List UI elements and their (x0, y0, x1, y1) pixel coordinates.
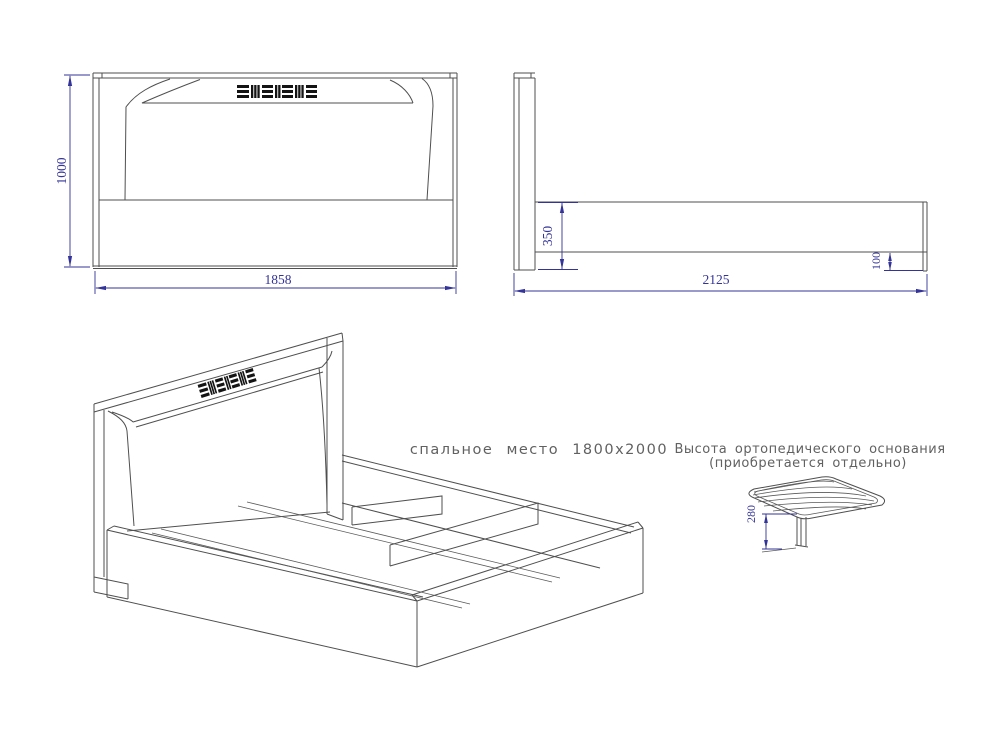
ortho-base-caption-line1: Высота ортопедического основания (674, 442, 946, 457)
front-dim-height (54, 75, 90, 267)
front-dim-width (95, 271, 456, 294)
side-dim-2125 (514, 272, 927, 296)
side-dim-2125-label: 2125 (702, 272, 730, 287)
base-dim-280-label: 280 (744, 505, 758, 523)
base-dim-280 (744, 505, 797, 549)
side-dim-350-label: 350 (540, 225, 555, 247)
iso-view-label: спальное место 1800x2000 (409, 442, 669, 458)
front-dim-height-label: 1000 (54, 157, 69, 185)
isometric-view (94, 333, 668, 667)
side-dim-350 (538, 203, 578, 270)
orthopedic-base-figure (674, 442, 945, 552)
front-dim-width-label: 1858 (264, 272, 292, 287)
side-dim-100-label: 100 (869, 252, 883, 270)
ortho-base-caption-line2: (приобретается отдельно) (709, 456, 907, 471)
side-dim-100 (869, 252, 923, 271)
side-view (514, 73, 927, 296)
front-view (54, 73, 457, 294)
